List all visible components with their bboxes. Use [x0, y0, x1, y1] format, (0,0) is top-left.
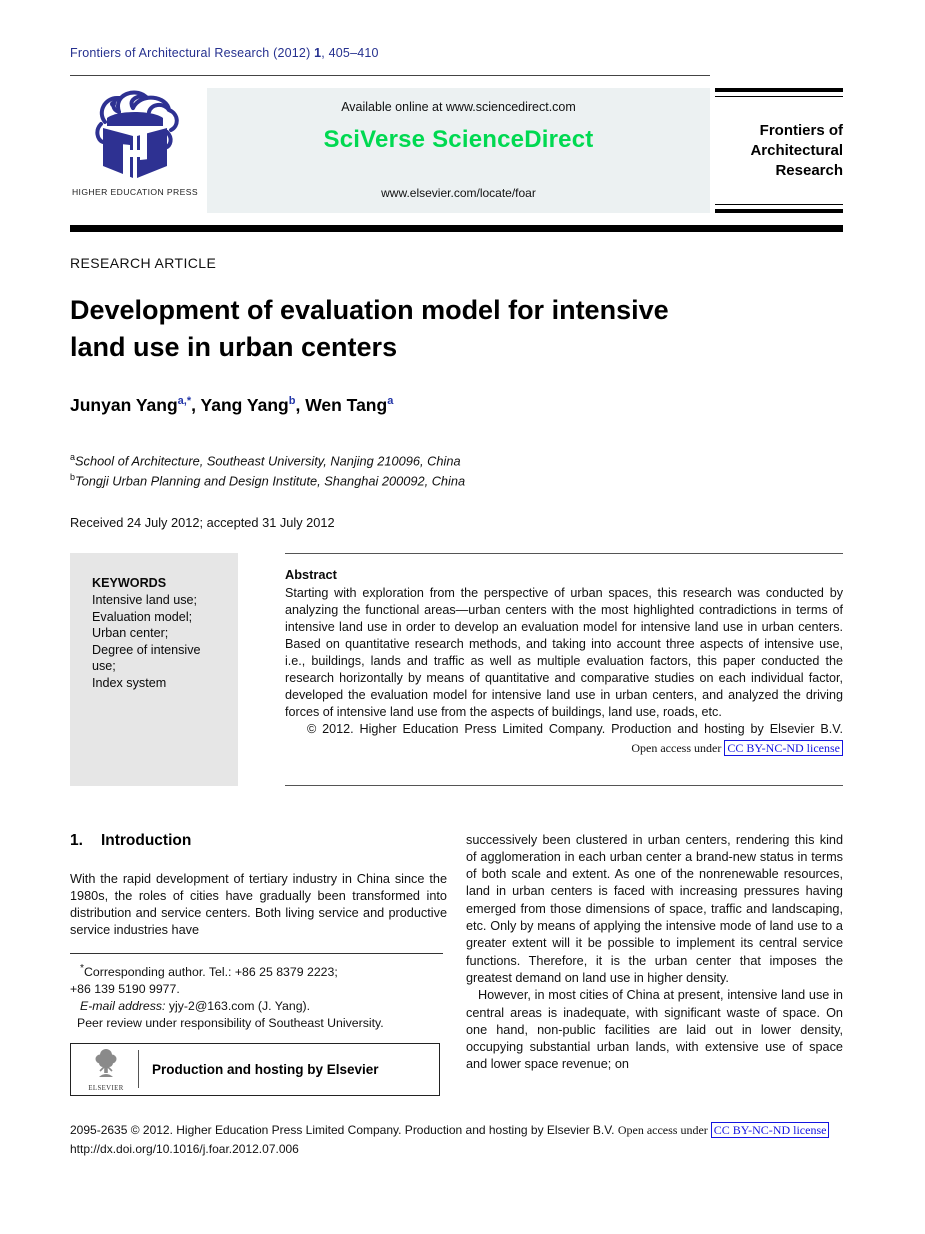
keyword-item: Evaluation model; — [92, 609, 193, 624]
email-address-link[interactable]: yjy-2@163.com (J. Yang). — [165, 998, 311, 1013]
citation-journal: Frontiers of Architectural Research (2012) — [70, 46, 315, 60]
intro-paragraph-left: With the rapid development of tertiary industry in China since the 1980s, the roles of cities have gradually been transformed into distribution and service centers. Both living service and productive service industries have — [70, 871, 447, 938]
section-divider-bar — [70, 225, 843, 232]
open-access-prefix: Open access under — [631, 740, 725, 755]
header-rule — [70, 75, 710, 76]
article-type-label: RESEARCH ARTICLE — [70, 255, 217, 271]
masthead — [70, 88, 843, 213]
affiliation-marker: a — [70, 452, 76, 462]
author-name: Yang Yang — [200, 395, 289, 415]
keywords-heading: KEYWORDS — [92, 575, 167, 590]
footnotes — [70, 960, 447, 1032]
available-online-link[interactable]: Available online at www.sciencedirect.com — [341, 100, 576, 114]
article-title-line1: Development of evaluation model for intensive — [70, 295, 669, 325]
journal-block-rule-bottom-thin — [715, 204, 843, 205]
issn-copyright-text: 2095-2635 © 2012. Higher Education Press Limited Company. Production and hosting by Elsevier B.V. — [70, 1122, 618, 1137]
affiliation-text: School of Architecture, Southeast University, Nanjing 210096, China — [75, 453, 461, 469]
right-column — [466, 832, 843, 1096]
footnote-marker: * — [80, 962, 84, 974]
abstract-text: Starting with exploration from the perspective of urban spaces, this research was conducted by analyzing the functional areas—urban centers with the most highlighted contradictions in terms of intensive land use in order to develop an evaluation model for intensive land use in urban centers. Based on quantitative research methods, and taking into account three aspects of intensive use, i.e., buildings, lands and traffic as well as multiple evaluation factors, this paper conducted the research horizontally by means of quantitative and comparative studies on each individual factor, developed the evaluation model for intensive land use in urban centers, and analyzed the driving forces of intensive land use from the aspects of buildings, land use, roads, etc. — [285, 585, 843, 719]
keyword-item: Degree of intensive use; — [92, 642, 201, 674]
left-column — [70, 832, 447, 1096]
section-heading-introduction — [70, 832, 447, 850]
affiliation-text: Tongji Urban Planning and Design Institute, Shanghai 200092, China — [75, 473, 466, 489]
elsevier-hosting-text: Production and hosting by Elsevier — [152, 1061, 379, 1077]
journal-name-line: Architectural — [750, 141, 843, 159]
elsevier-box-divider — [138, 1050, 139, 1088]
peer-review-note: Peer review under responsibility of Southeast University. — [77, 1015, 384, 1030]
journal-name — [715, 97, 843, 204]
author-name: Wen Tang — [305, 395, 388, 415]
authors-line — [70, 395, 843, 416]
keyword-item: Intensive land use; — [92, 593, 198, 608]
keyword-item: Urban center; — [92, 626, 169, 641]
footnote-tel-line1: Corresponding author. Tel.: +86 25 8379 2223; — [84, 964, 338, 979]
article-title — [70, 292, 843, 366]
page-footer — [70, 1121, 843, 1159]
running-head-citation — [70, 46, 843, 60]
abstract-copyright: © 2012. Higher Education Press Limited Company. Production and hosting by Elsevier B.V. — [307, 721, 843, 736]
footnote-tel-line2: +86 139 5190 9977. — [70, 981, 180, 996]
keywords-box — [70, 553, 238, 786]
journal-name-line: Research — [775, 161, 843, 179]
author-affiliation-marker: b — [288, 395, 296, 408]
author-affiliation-marker: a — [387, 395, 394, 408]
citation-volume: 1 — [314, 46, 322, 60]
higher-education-press-logo — [70, 88, 200, 213]
author-separator: , — [295, 395, 306, 415]
article-title-line2: land use in urban centers — [70, 332, 398, 362]
author-name: Junyan Yang — [70, 395, 178, 415]
affiliation-line — [70, 469, 843, 489]
abstract-heading: Abstract — [285, 566, 337, 582]
section-number: 1. — [70, 831, 83, 849]
cc-by-nc-nd-license-link[interactable]: CC BY-NC-ND license — [724, 740, 843, 756]
section-title: Introduction — [100, 831, 192, 849]
email-note — [70, 998, 447, 1015]
keyword-item: Index system — [92, 675, 167, 690]
intro-paragraph-right-1: successively been clustered in urban centers, rendering this kind of agglomeration in each urban center a brand-new status in terms of both scale and extent. As one of the nonrenewable resources, land in urban centers is faced with increasing pressures having emerged from those dimensions of space, traffic and landscaping, etc. Only by means of applying the intensive mode of land use to a greater extent will it be possible to implement its central service functions. Therefore, it is the urban center that imposes the greatest demand on land use in higher density. — [466, 832, 843, 985]
journal-title-block — [715, 88, 843, 213]
sciverse-sciencedirect-wordmark: SciVerse ScienceDirect — [323, 126, 594, 153]
journal-block-rule-top-thick — [715, 88, 843, 92]
journal-block-rule-bottom-thick — [715, 209, 843, 213]
email-label: E-mail address: — [80, 998, 166, 1013]
author-separator: , — [191, 395, 201, 415]
author-affiliation-marker: a,* — [177, 395, 192, 408]
elsevier-tree-icon — [91, 1047, 121, 1084]
elsevier-hosting-box — [70, 1043, 440, 1096]
abstract-section — [70, 553, 843, 786]
publisher-caption: HIGHER EDUCATION PRESS — [71, 187, 199, 197]
elsevier-caption: ELSEVIER — [88, 1084, 124, 1092]
corresponding-author-note — [70, 960, 447, 981]
issn-copyright-line — [70, 1121, 843, 1140]
journal-name-line: Frontiers of — [759, 121, 843, 139]
dragon-book-logo-icon — [83, 88, 187, 184]
affiliation-line — [70, 449, 843, 469]
affiliations — [70, 449, 843, 490]
elsevier-logo — [84, 1047, 128, 1092]
received-dates: Received 24 July 2012; accepted 31 July 2012 — [70, 514, 335, 530]
journal-homepage-link[interactable]: www.elsevier.com/locate/foar — [381, 186, 536, 200]
abstract-open-access-line — [285, 741, 843, 756]
affiliation-marker: b — [70, 472, 76, 483]
footnote-rule — [70, 953, 443, 954]
article-body — [70, 832, 843, 1096]
open-access-prefix: Open access under — [617, 1122, 711, 1137]
doi-link[interactable]: http://dx.doi.org/10.1016/j.foar.2012.07.006 — [70, 1141, 299, 1156]
cc-by-nc-nd-license-link[interactable]: CC BY-NC-ND license — [711, 1122, 830, 1138]
sciencedirect-banner — [207, 88, 710, 213]
citation-pages: , 405–410 — [321, 46, 379, 60]
abstract-column — [285, 553, 843, 786]
intro-paragraph-right-2: However, in most cities of China at present, intensive land use in central areas is inadequate, with significant waste of space. On one hand, non-public facilities are laid out in lower density, occupying substantial urban lands, with extensive use of space and lower space revenue; on — [466, 988, 843, 1072]
